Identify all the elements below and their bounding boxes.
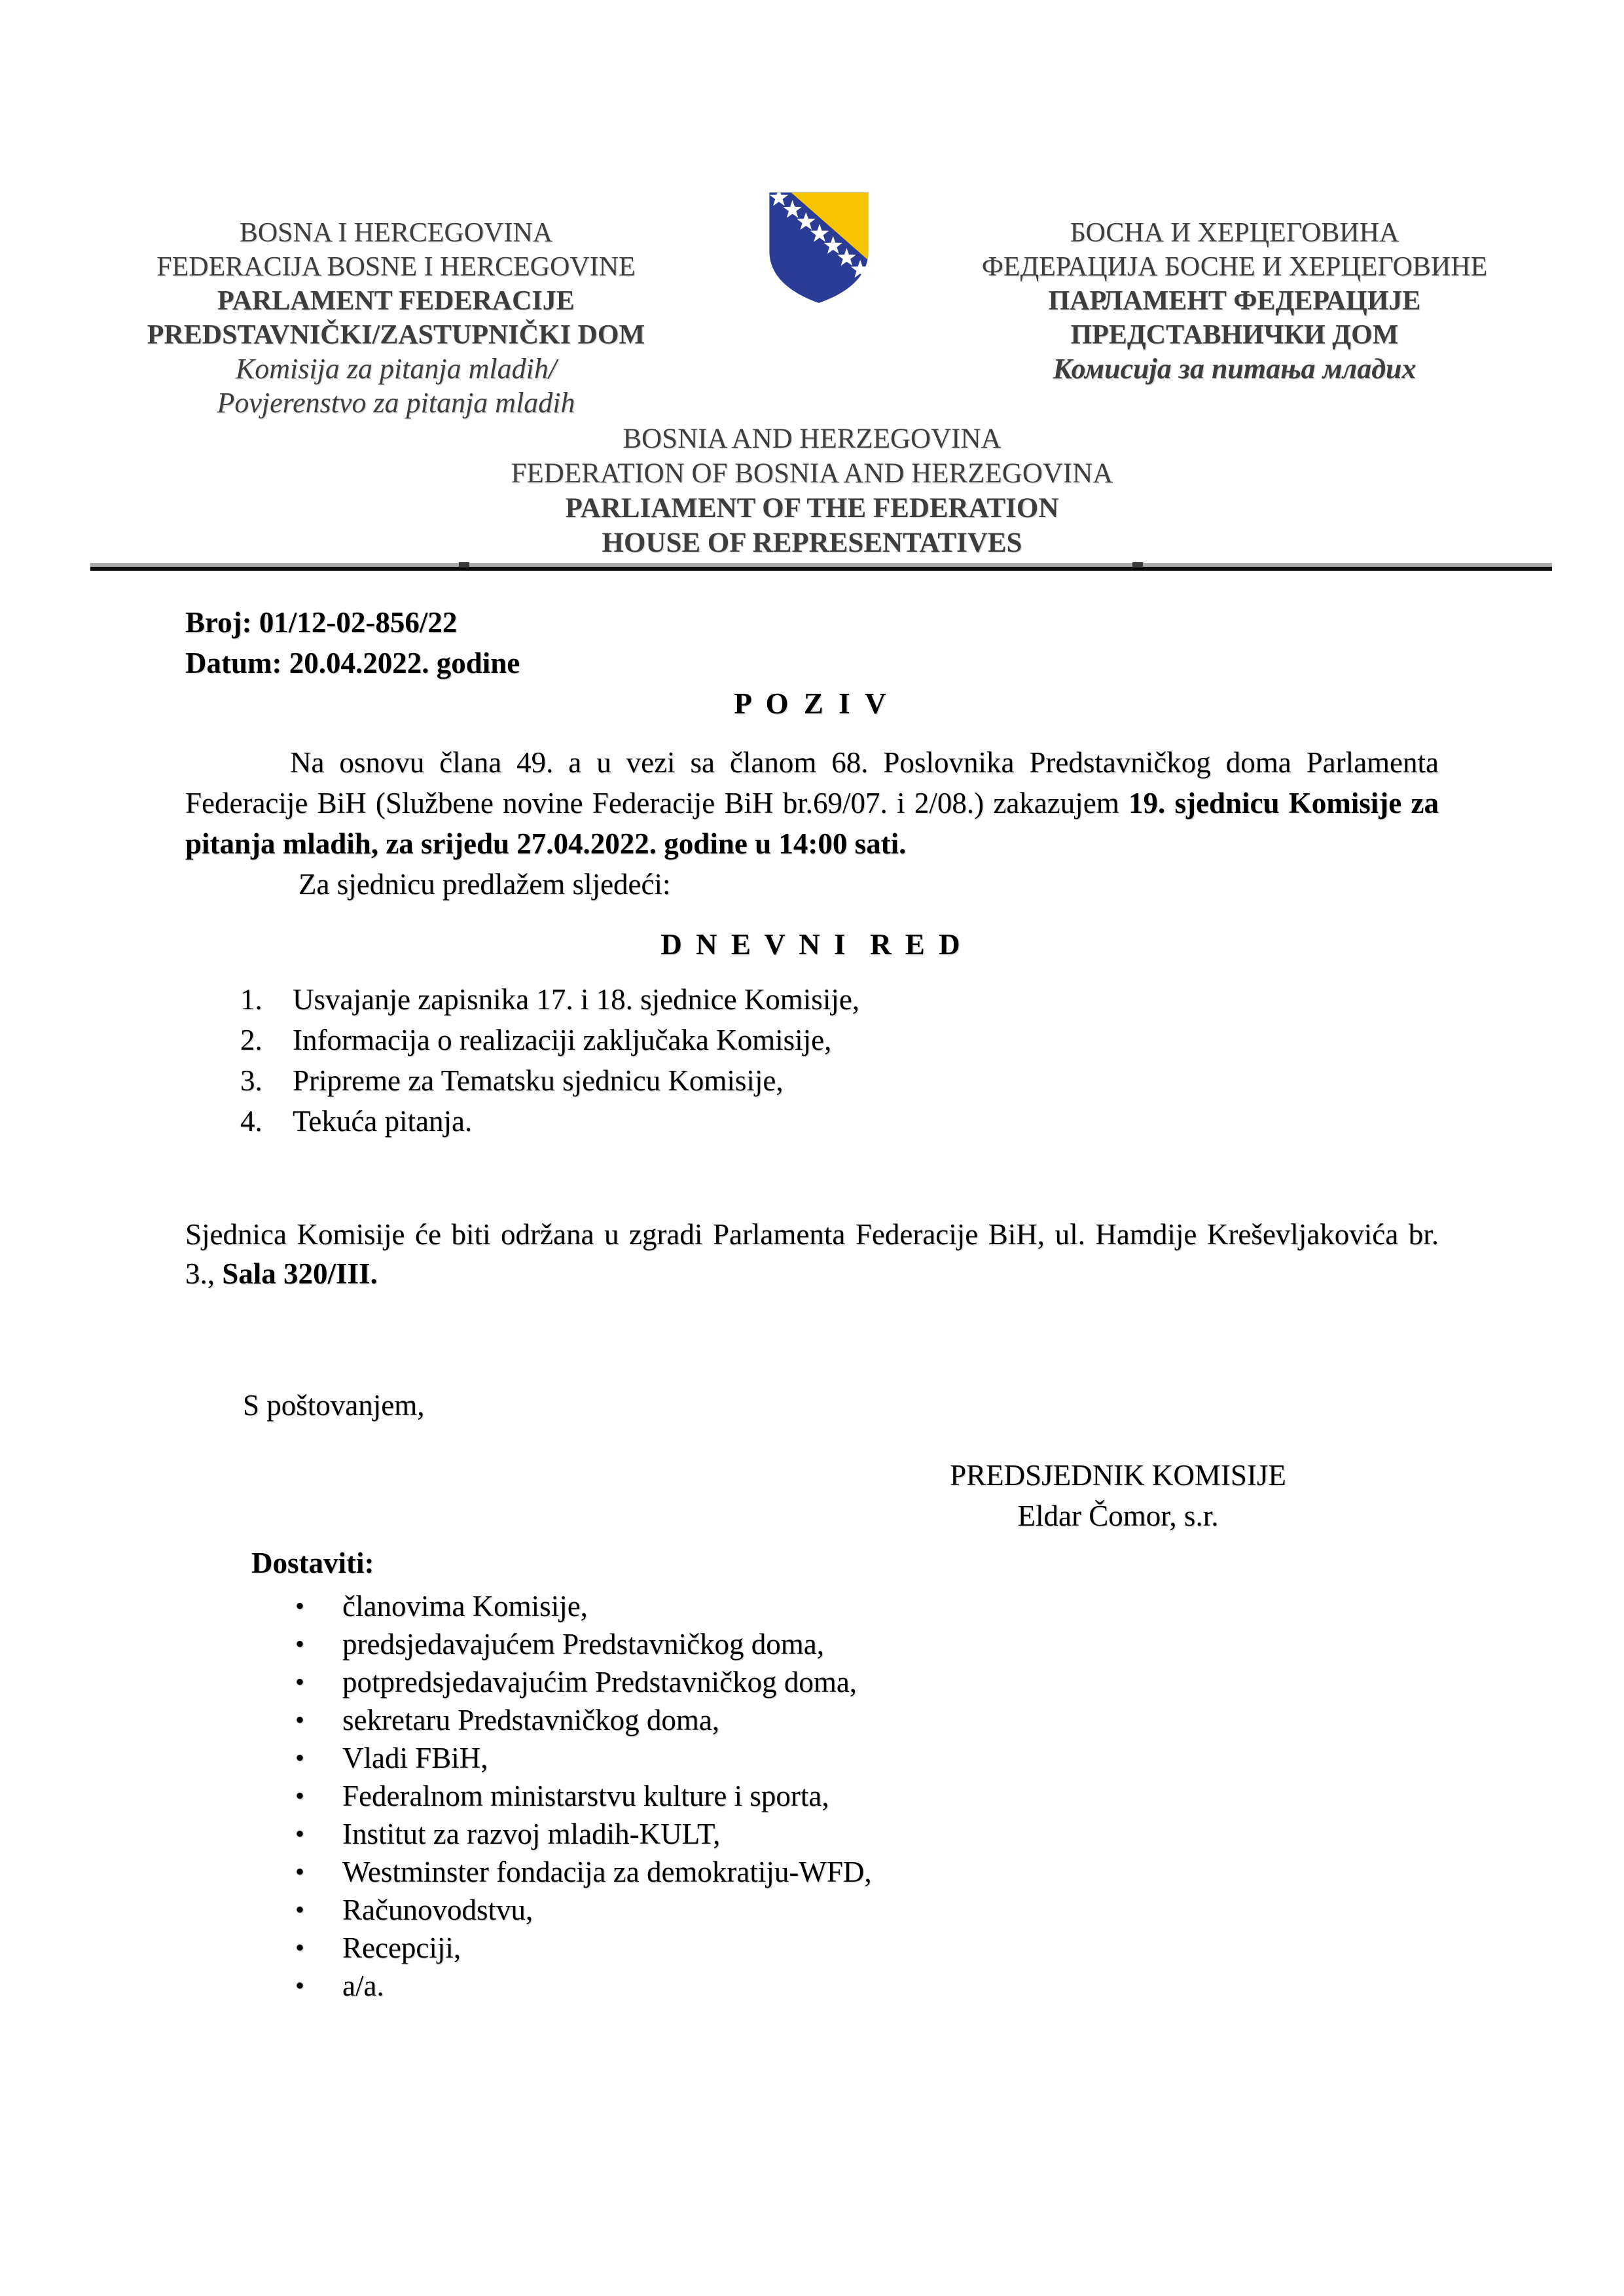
agenda-item-text: Informacija o realizaciji zaključaka Komisije, [293, 1024, 832, 1056]
agenda-item [240, 1060, 1439, 1101]
letterhead-left-line-6: Povjerenstvo za pitanja mladih [217, 387, 575, 419]
location-lead-text: Sjednica Komisije će biti održana u zgradi Parlamenta Federacije BiH, ul. Hamdije Kreševljakovića br. 3., [185, 1218, 1439, 1290]
reference-number: Broj: 01/12-02-856/22 [185, 606, 458, 639]
letterhead-english-line-4: HOUSE OF REPRESENTATIVES [602, 528, 1022, 558]
signer-name: Eldar Čomor, s.r. [1017, 1499, 1219, 1532]
distribution-item-text: sekretaru Predstavničkog doma, [342, 1704, 720, 1736]
distribution-item-text: Računovodstvu, [342, 1893, 533, 1926]
distribution-item [295, 1929, 1439, 1967]
bullet-icon: • [295, 1895, 305, 1924]
letterhead-left-line-5: Komisija za pitanja mladih/ [235, 353, 557, 385]
distribution-item-text: članovima Komisije, [342, 1590, 588, 1623]
distribution-item-text: Westminster fondacija za demokratiju-WFD, [342, 1856, 872, 1888]
agenda-list [185, 979, 1439, 1141]
bullet-icon: • [295, 1629, 305, 1659]
distribution-item-text: potpredsjedavajućim Predstavničkog doma, [342, 1666, 857, 1698]
letterhead-english-line-3: PARLIAMENT OF THE FEDERATION [565, 493, 1059, 524]
reference-block [185, 602, 1439, 683]
agenda-item-number: 2. [240, 1024, 262, 1056]
bullet-icon: • [295, 1705, 305, 1734]
distribution-item-text: Institut za razvoj mladih-KULT, [342, 1818, 721, 1850]
divider-rule [90, 563, 1552, 571]
letterhead-left-line-4: PREDSTAVNIČKI/ZASTUPNIČKI DOM [147, 320, 645, 350]
agenda-title: D N E V N I R E D [660, 928, 964, 961]
signature-block [922, 1455, 1314, 1536]
distribution-item [295, 1587, 1439, 1625]
intro-lead-text: Na osnovu člana 49. a u vezi sa članom 68. Poslovnika Predstavničkog doma Parlamenta Federacije BiH (Službene novine Federacije BiH br.69/07. i 2/08.) zakazujem [185, 746, 1439, 819]
letterhead-left-line-1: BOSNA I HERCEGOVINA [239, 218, 553, 248]
location-bold-text: Sala 320/III. [222, 1257, 378, 1290]
distribution-item [295, 1625, 1439, 1663]
letterhead-right-line-4: ПРЕДСТАВНИЧКИ ДОМ [1070, 320, 1399, 350]
agenda-item-text: Tekuća pitanja. [293, 1105, 473, 1138]
document-body [0, 602, 1624, 2005]
letterhead-english-line-2: FEDERATION OF BOSNIA AND HERZEGOVINA [511, 458, 1113, 489]
bullet-icon: • [295, 1667, 305, 1696]
location-paragraph [185, 1215, 1439, 1293]
letterhead-english-line-1: BOSNIA AND HERZEGOVINA [623, 423, 1001, 454]
distribution-item [295, 1853, 1439, 1891]
distribution-label: Dostaviti: [251, 1547, 374, 1579]
distribution-item-text: Recepciji, [342, 1931, 461, 1964]
distribution-item [295, 1967, 1439, 2005]
letterhead-right-line-1: БОСНА И ХЕРЦЕГОВИНА [1070, 218, 1399, 248]
distribution-item-text: predsjedavajućem Predstavničkog doma, [342, 1628, 825, 1660]
agenda-item-number: 4. [240, 1105, 262, 1138]
bullet-icon: • [295, 1971, 305, 2000]
bullet-icon: • [295, 1743, 305, 1772]
letterhead-left-line-2: FEDERACIJA BOSNE I HERCEGOVINE [156, 252, 636, 282]
divider-handle [1132, 562, 1143, 567]
letterhead-right-block [943, 216, 1526, 386]
intro-paragraph [185, 742, 1439, 864]
distribution-item-text: Federalnom ministarstvu kulture i sporta, [342, 1780, 829, 1812]
letterhead-left-line-3: PARLAMENT FEDERACIJE [217, 286, 575, 316]
document-title: P O Z I V [734, 687, 890, 720]
letterhead [0, 0, 1624, 420]
divider-handle [459, 562, 469, 567]
bullet-icon: • [295, 1857, 305, 1886]
distribution-item-text: Vladi FBiH, [342, 1742, 488, 1774]
agenda-item [240, 979, 1439, 1020]
distribution-item [295, 1701, 1439, 1739]
bullet-icon: • [295, 1781, 305, 1810]
letterhead-right-line-5: Комисија за питања младих [1053, 353, 1416, 385]
proposal-line: Za sjednicu predlažem sljedeći: [298, 868, 671, 901]
agenda-item [240, 1101, 1439, 1141]
distribution-item-text: a/a. [342, 1969, 384, 2002]
agenda-item-number: 3. [240, 1064, 262, 1097]
regards-line: S poštovanjem, [243, 1389, 425, 1422]
signer-title: PREDSJEDNIK KOMISIJE [950, 1459, 1286, 1492]
intro-bold-text: 19. sjednicu Komisije za pitanja mladih, za srijedu 27.04.2022. godine u 14:00 sati. [185, 787, 1439, 860]
distribution-item [295, 1891, 1439, 1929]
letterhead-emblem-column [694, 216, 943, 308]
bullet-icon: • [295, 1933, 305, 1962]
bullet-icon: • [295, 1591, 305, 1621]
distribution-item [295, 1663, 1439, 1701]
distribution-item [295, 1815, 1439, 1853]
letterhead-left-block [98, 216, 694, 420]
agenda-item-text: Pripreme za Tematsku sjednicu Komisije, [293, 1064, 784, 1097]
letterhead-right-line-3: ПАРЛАМЕНТ ФЕДЕРАЦИЈЕ [1048, 286, 1421, 316]
agenda-item [240, 1020, 1439, 1060]
distribution-item [295, 1777, 1439, 1815]
letterhead-english-block [0, 422, 1624, 560]
distribution-item [295, 1739, 1439, 1777]
coat-of-arms-icon [761, 187, 876, 308]
bullet-icon: • [295, 1819, 305, 1848]
distribution-list [185, 1587, 1439, 2005]
reference-date: Datum: 20.04.2022. godine [185, 647, 520, 679]
letterhead-right-line-2: ФЕДЕРАЦИЈА БОСНЕ И ХЕРЦЕГОВИНЕ [981, 252, 1488, 282]
agenda-item-number: 1. [240, 983, 262, 1016]
agenda-item-text: Usvajanje zapisnika 17. i 18. sjednice Komisije, [293, 983, 860, 1016]
